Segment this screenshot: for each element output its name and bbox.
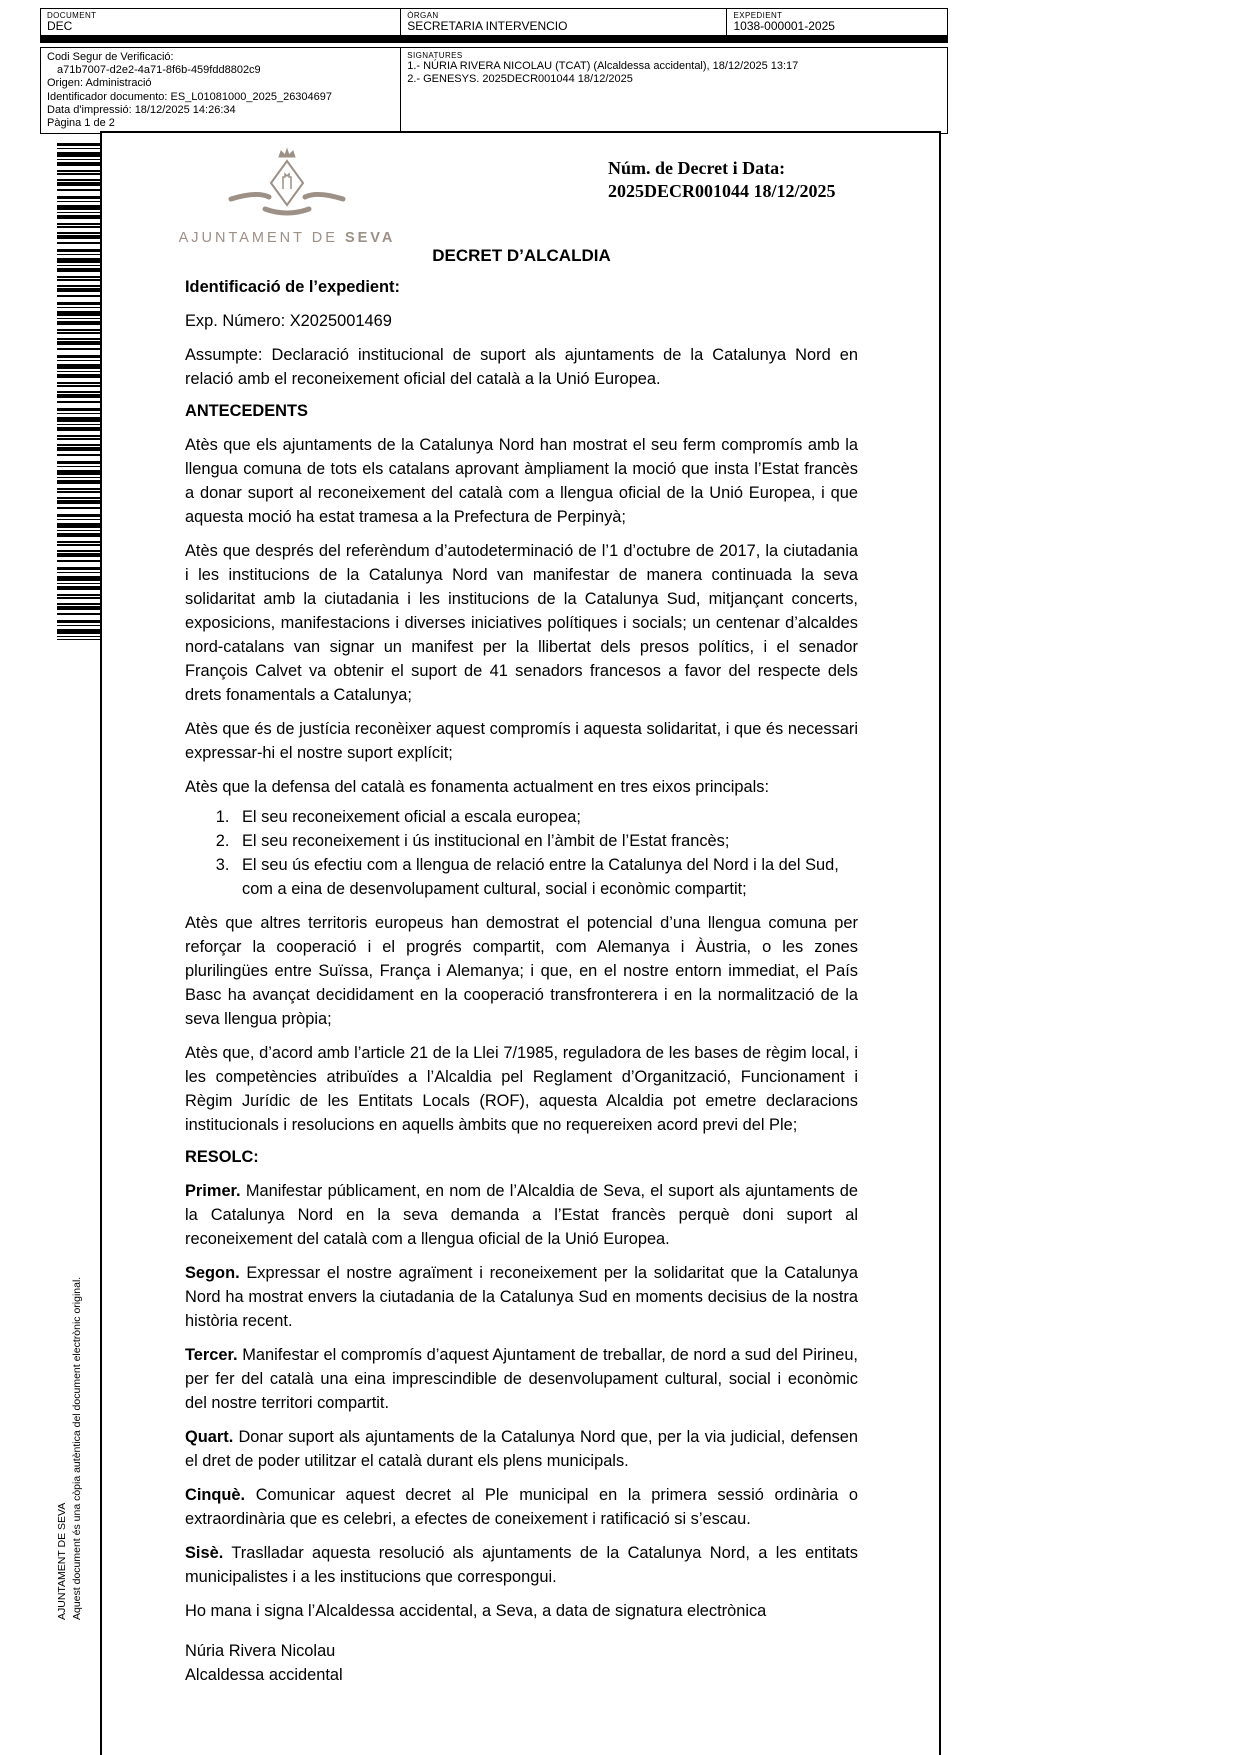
logo-text (172, 230, 402, 246)
expedient-label: EXPEDIENT (733, 11, 783, 20)
identificador-line: Identificador documento: ES_L01081000_2025_26304697 (47, 90, 333, 103)
resolution-text: Traslladar aquesta resolució als ajuntaments de la Catalunya Nord, a les entitats municipalistes i a les institucions que correspongui. (185, 1544, 858, 1586)
resolution-text: Manifestar públicament, en nom de l’Alcaldia de Seva, el suport als ajuntaments de la Catalunya Nord en la seva demanda a l’Estat francès perquè doni suport al reconeixement del català com a llengua oficial de la Unió Europea. (185, 1182, 858, 1248)
header-cell-document (41, 9, 400, 35)
csv-value: a71b7007-d2e2-4a71-8f6b-459fdd8802c9 (57, 64, 261, 77)
resolution-paragraph (185, 1179, 858, 1251)
assumpte-paragraph: Assumpte: Declaració institucional de suport als ajuntaments de la Catalunya Nord en relació amb el reconeixement oficial del català a la Unió Europea. (185, 346, 858, 388)
resolution-lead: Segon. (185, 1264, 240, 1282)
expedient-value: 1038-000001-2025 (733, 19, 835, 33)
signer-role: Alcaldessa accidental (185, 1666, 343, 1684)
organ-value: SECRETARIA INTERVENCIO (407, 19, 568, 33)
resolution-lead: Quart. (185, 1428, 234, 1446)
logo (172, 147, 402, 246)
impressio-line: Data d'impressió: 18/12/2025 14:26:34 (47, 103, 236, 116)
resolution-text: Donar suport als ajuntaments de la Catalunya Nord que, per la via judicial, defensen el dret de poder utilitzar el català durant els plens municipals. (185, 1428, 858, 1470)
decree-number-label: Núm. de Decret i Data: (608, 158, 786, 178)
meta-table (40, 47, 948, 134)
resolution-paragraph (185, 1261, 858, 1333)
signer-block (185, 1639, 858, 1687)
eixos-item: 2. El seu reconeixement i ús institucional en l’àmbit de l’Estat francès; (234, 829, 858, 853)
resolution-lead: Primer. (185, 1182, 241, 1200)
ident-heading: Identificació de l’expedient: (185, 278, 400, 296)
resolution-text: Manifestar el compromís d’aquest Ajuntament de treballar, de nord a sud del Pirineu, per fer del català una eina imprescindible de desenvolupament cultural, social i econòmic del nostre territori compartit. (185, 1346, 858, 1412)
origen-line: Origen: Administració (47, 77, 152, 90)
closing-line: Ho mana i signa l’Alcaldessa accidental, a Seva, a data de signatura electrònica (185, 1602, 767, 1620)
eixos-item: 3. El seu ús efectiu com a llengua de relació entre la Catalunya del Nord i la del Sud, com a eina de desenvolupament cultural, social i econòmic compartit; (234, 853, 858, 901)
pagina-line: Pàgina 1 de 2 (47, 117, 115, 130)
resolution-paragraph (185, 1425, 858, 1473)
resolution-lead: Sisè. (185, 1544, 224, 1562)
document-frame (100, 131, 941, 1755)
signatures-cell (400, 48, 947, 133)
logo-text-regular: AJUNTAMENT DE (178, 230, 345, 246)
signatures-label: SIGNATURES (407, 51, 463, 60)
sidebar-copy-line: Aquest document és una còpia autèntica del document electrònic original. (71, 1276, 83, 1620)
antecedent-paragraph: Atès que els ajuntaments de la Catalunya Nord han mostrat el seu ferm compromís amb la llengua comuna de tots els catalans aprovant àmpliament la moció que insta l’Estat francès a donar suport al reconeixement del català com a llengua oficial de la Unió Europea, i que aquesta moció ha estat tramesa a la Prefectura de Perpinyà; (185, 436, 858, 526)
antecedents-heading: ANTECEDENTS (185, 402, 308, 420)
decree-title: DECRET D’ALCALDIA (432, 246, 611, 265)
antecedent-paragraph: Atès que la defensa del català es fonamenta actualment en tres eixos principals: (185, 778, 770, 796)
eixos-list (185, 805, 858, 901)
signature-line: 2.- GENESYS. 2025DECR001044 18/12/2025 (407, 73, 633, 86)
resolution-paragraph (185, 1343, 858, 1415)
csv-label: Codi Segur de Verificació: (47, 51, 174, 63)
seva-coat-of-arms-icon (227, 147, 347, 221)
resolution-paragraph (185, 1483, 858, 1531)
resolution-lead: Cinquè. (185, 1486, 246, 1504)
antecedent-paragraph: Atès que després del referèndum d’autodeterminació de l’1 d’octubre de 2017, la ciutadania i les institucions de la Catalunya Nord van manifestar de manera continuada la seva solidaritat amb la ciutadania i les institucions de la Catalunya Sud, mitjançant concerts, exposicions, manifestacions i diverses iniciatives polítiques i socials; un centenar d’alcaldes nord-catalans van signar un manifest per la llibertat dels presos polítics, i el senador François Calvet va obtenir el suport de 41 senadors francesos a favor del respecte dels drets fonamentals a Catalunya; (185, 542, 858, 704)
logo-text-bold: SEVA (344, 230, 396, 246)
sidebar-rotated-text (55, 1060, 85, 1620)
sidebar-org-line: AJUNTAMENT DE SEVA (56, 1502, 68, 1620)
verification-cell (41, 48, 400, 133)
organ-label: ÒRGAN (407, 11, 439, 20)
eixos-item: 1. El seu reconeixement oficial a escala europea; (234, 805, 858, 829)
barcode (57, 143, 105, 640)
decree-body (102, 133, 939, 1687)
header-cell-organ (400, 9, 726, 35)
header-table (40, 8, 948, 36)
resolution-text: Comunicar aquest decret al Ple municipal en la primera sessió ordinària o extraordinària que es celebri, a efectes de coneixement i ratificació si s’escau. (185, 1486, 858, 1528)
signer-name: Núria Rivera Nicolau (185, 1642, 336, 1660)
resolution-text: Expressar el nostre agraïment i reconeixement per la solidaritat que la Catalunya Nord ha mostrat envers la ciutadania de la Catalunya Sud en moments decisius de la nostra història recent. (185, 1264, 858, 1330)
document-value: DEC (47, 19, 73, 33)
document-label: DOCUMENT (47, 11, 97, 20)
resolc-heading: RESOLC: (185, 1148, 259, 1166)
antecedent-paragraph: Atès que altres territoris europeus han demostrat el potencial d’una llengua comuna per reforçar la cooperació i el progrés compartit, com Alemanya i Àustria, o les zones plurilingües entre Suïssa, França i Alemanya; i que, en el nostre entorn immediat, el País Basc ha avançat decididament en la cooperació transfronterera i en la normalització de la seva llengua pròpia; (185, 914, 858, 1028)
decree-number-value: 2025DECR001044 18/12/2025 (608, 181, 836, 201)
exp-number-line: Exp. Número: X2025001469 (185, 312, 392, 330)
header-divider-bar (40, 36, 948, 43)
antecedent-paragraph: Atès que és de justícia reconèixer aquest compromís i aquesta solidaritat, i que és necessari expressar-hi el nostre suport explícit; (185, 720, 858, 762)
signature-line: 1.- NÚRIA RIVERA NICOLAU (TCAT) (Alcaldessa accidental), 18/12/2025 13:17 (407, 60, 799, 72)
resolution-paragraph (185, 1541, 858, 1589)
antecedent-paragraph: Atès que, d’acord amb l’article 21 de la Llei 7/1985, reguladora de les bases de règim local, i les competències atribuïdes a l’Alcaldia pel Reglament d’Organització, Funcionament i Règim Jurídic de les Entitats Locals (ROF), aquesta Alcaldia pot emetre declaracions institucionals i resolucions en aquells àmbits que no requereixen acord previ del Ple; (185, 1044, 858, 1134)
header-cell-expedient (726, 9, 947, 35)
resolution-lead: Tercer. (185, 1346, 238, 1364)
decree-number-block (608, 157, 836, 203)
